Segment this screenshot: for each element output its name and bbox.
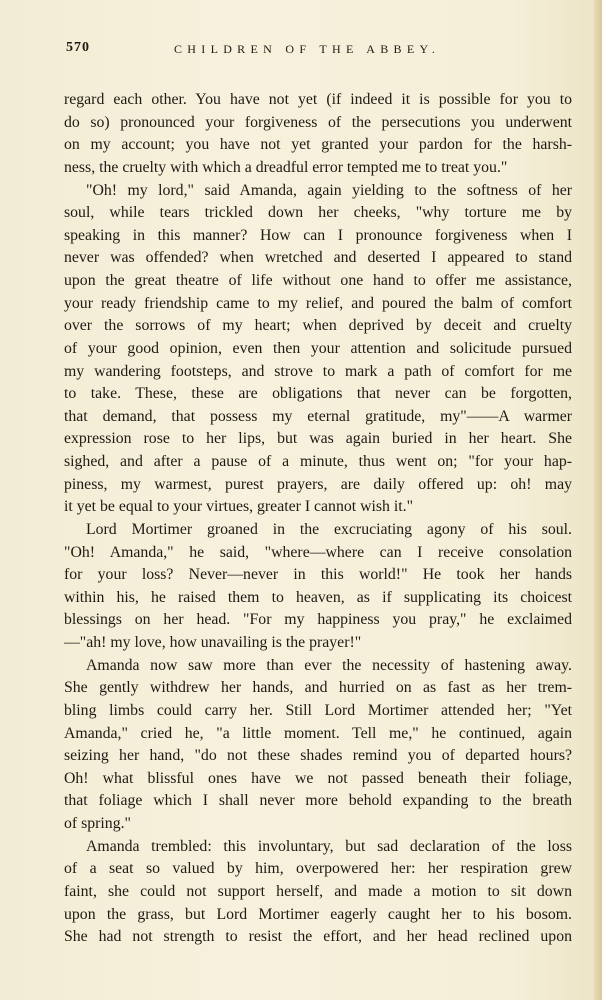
text-line: that foliage which I shall never more behold expanding to the breath xyxy=(64,792,572,810)
text-line: Amanda," cried he, "a little moment. Tell me," he continued, again xyxy=(64,724,572,742)
text-line: do so) pronounced your forgiveness of the persecutions you underwent xyxy=(64,113,572,131)
text-line: "Oh! Amanda," he said, "where—where can I receive consolation xyxy=(64,543,572,561)
running-title: CHILDREN OF THE ABBEY. xyxy=(174,42,441,56)
text-line: on my account; you have not yet granted your pardon for the harsh- xyxy=(64,136,572,154)
text-line: my wandering footsteps, and strove to mark a path of comfort for me xyxy=(64,362,572,380)
text-line: expression rose to her lips, but was again buried in her heart. She xyxy=(64,430,572,448)
text-line: to take. These, these are obligations that never can be forgotten, xyxy=(64,385,572,403)
text-line: She had not strength to resist the effort, and her head reclined upon xyxy=(64,928,572,946)
text-line: seizing her hand, "do not these shades remind you of departed hours? xyxy=(64,747,572,765)
text-line: of spring." xyxy=(64,815,131,832)
text-line: upon the great theatre of life without one hand to offer me assistance, xyxy=(64,272,572,289)
text-line: regard each other. You have not yet (if indeed it is possible for you to xyxy=(64,91,572,108)
text-line: that demand, that possess my eternal gratitude, my"——A warmer xyxy=(64,407,572,425)
text-line: sighed, and after a pause of a minute, thus went on; "for your hap- xyxy=(64,453,572,470)
body-text xyxy=(64,89,572,949)
text-line: of a seat so valued by him, overpowered her: her respiration grew xyxy=(64,860,572,878)
text-line: your ready friendship came to my relief, and poured the balm of comfort xyxy=(64,294,572,312)
page-header xyxy=(66,40,571,60)
text-line: faint, she could not support herself, and made a motion to sit down xyxy=(64,882,572,900)
text-line: ness, the cruelty with which a dreadful error tempted me to treat you." xyxy=(64,158,508,176)
text-line: Oh! what blissful ones have we not passed beneath their foliage, xyxy=(64,769,572,787)
text-line: of your good opinion, even then your attention and solicitude pursued xyxy=(64,339,572,357)
text-line: within his, he raised them to heaven, as if supplicating its choicest xyxy=(64,588,572,606)
text-line: piness, my warmest, purest prayers, are daily offered up: oh! may xyxy=(64,475,572,493)
page-number: 570 xyxy=(66,40,90,55)
text-line: —"ah! my love, how unavailing is the prayer!" xyxy=(64,634,362,651)
text-line: She gently withdrew her hands, and hurried on as fast as her trem- xyxy=(64,679,572,697)
text-line: Amanda trembled: this involuntary, but sad declaration of the loss xyxy=(86,837,572,855)
text-line: speaking in this manner? How can I pronounce forgiveness when I xyxy=(64,226,572,244)
text-line: Amanda now saw more than ever the necessity of hastening away. xyxy=(86,656,572,674)
text-line: for your loss? Never—never in this world!" He took her hands xyxy=(64,566,572,584)
text-line: over the sorrows of my heart; when deprived by deceit and cruelty xyxy=(64,317,572,335)
text-line: "Oh! my lord," said Amanda, again yielding to the softness of her xyxy=(86,181,572,199)
text-line: Lord Mortimer groaned in the excruciating agony of his soul. xyxy=(86,520,572,538)
text-line: never was offended? when wretched and deserted I appeared to stand xyxy=(64,249,572,267)
text-line: soul, while tears trickled down her cheeks, "why torture me by xyxy=(64,204,572,222)
text-line: blessings on her head. "For my happiness you pray," he exclaimed xyxy=(64,611,572,629)
page-edge xyxy=(594,0,602,1000)
text-line: it yet be equal to your virtues, greater I cannot wish it." xyxy=(64,498,414,516)
text-line: upon the grass, but Lord Mortimer eagerly caught her to his bosom. xyxy=(64,905,572,923)
text-line: bling limbs could carry her. Still Lord Mortimer attended her; "Yet xyxy=(64,701,572,719)
